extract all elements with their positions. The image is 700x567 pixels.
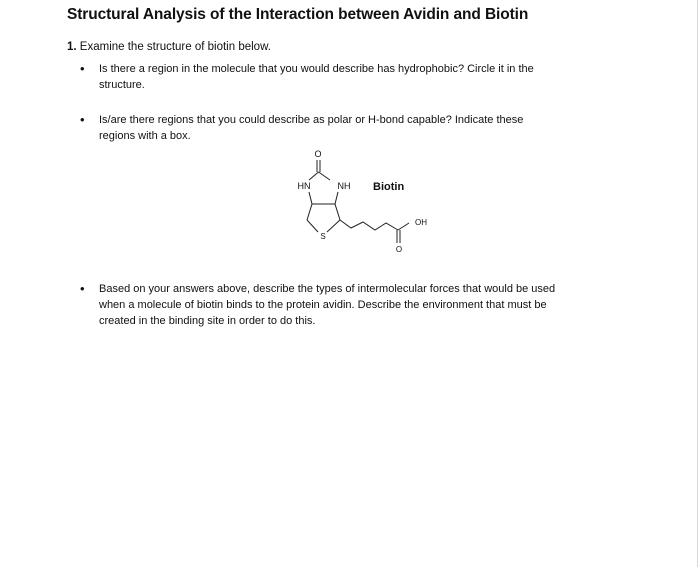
bullet-icon: • (80, 112, 85, 127)
bond (319, 172, 331, 180)
molecule-name-label: Biotin (373, 181, 405, 193)
atom-label-o-top: O (314, 149, 322, 159)
bullet-icon: • (80, 61, 85, 76)
bond (309, 172, 319, 180)
bond (307, 220, 318, 232)
side-chain-bonds (340, 220, 398, 230)
biotin-structure-diagram (285, 140, 445, 265)
question-number: 1. (67, 41, 77, 53)
question-1 (67, 41, 271, 53)
bond (335, 192, 338, 204)
atom-label-oh: OH (415, 218, 427, 227)
bullet-text-line: Based on your answers above, describe the types of intermolecular forces that would be used (99, 283, 556, 295)
question-prompt: Examine the structure of biotin below. (79, 41, 271, 53)
bond (309, 192, 312, 204)
bond (398, 223, 409, 230)
atom-label-hn: HN (297, 181, 311, 191)
bullet-text-line: structure. (99, 79, 145, 91)
bond (327, 220, 340, 232)
atom-label-nh: NH (337, 181, 351, 191)
atom-label-s: S (320, 232, 326, 241)
bond (307, 204, 312, 220)
bullet-text-line: regions with a box. (99, 130, 191, 142)
bullet-text-line: created in the binding site in order to do this. (99, 315, 316, 327)
bullet-text-line: Is there a region in the molecule that you would describe has hydrophobic? Circle it in the (99, 63, 534, 75)
bullet-text-line: when a molecule of biotin binds to the protein avidin. Describe the environment that must be (99, 299, 547, 311)
bond (335, 204, 340, 220)
bullet-icon: • (80, 281, 85, 296)
bullet-text-line: Is/are there regions that you could describe as polar or H-bond capable? Indicate these (99, 114, 524, 126)
page-title: Structural Analysis of the Interaction between Avidin and Biotin (67, 6, 529, 23)
page-edge-divider (697, 0, 698, 567)
atom-label-o-bottom: O (395, 245, 403, 254)
